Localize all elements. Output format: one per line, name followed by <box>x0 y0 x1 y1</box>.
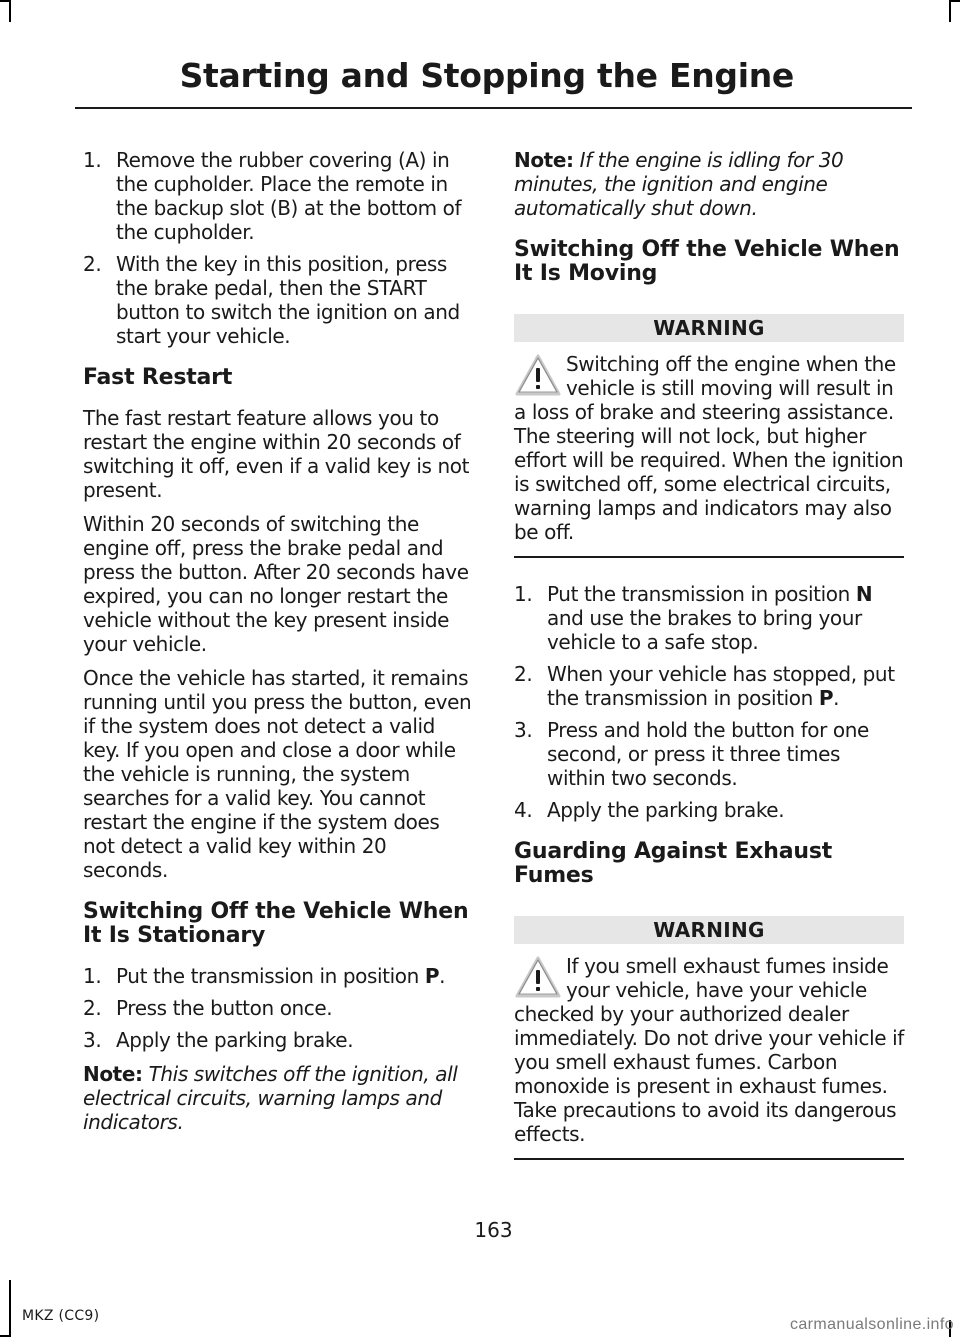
paragraph: The fast restart feature allows you to restart the engine within 20 seconds of switching it off, even if a valid key is not present. <box>83 406 470 502</box>
left-column <box>83 148 473 1144</box>
list-item: 4. Apply the parking brake. <box>514 798 785 822</box>
watermark: carmanualsonline.info <box>789 1316 954 1333</box>
crop-mark <box>0 0 9 2</box>
page-title: Starting and Stopping the Engine <box>179 56 794 95</box>
list-item: 1. Put the transmission in position N and use the brakes to bring your vehicle to a safe stop. <box>514 582 873 654</box>
crop-mark <box>9 1280 11 1337</box>
warning-body: Switching off the engine when the vehicle is still moving will result in a loss of brake and steering assistance. The steering will not lock, but higher effort will be required. When the ignition is switched off, some electrical circuits, warning lamps and indicators may also be off. <box>514 352 904 544</box>
section-heading-stationary: Switching Off the Vehicle When It Is Stationary <box>83 899 469 948</box>
note: Note: If the engine is idling for 30 minutes, the ignition and engine automatically shut down. <box>514 148 844 220</box>
list-item: 2. Press the button once. <box>83 996 333 1020</box>
stationary-steps-list <box>83 964 473 1052</box>
warning-triangle-icon <box>514 352 562 398</box>
section-heading-moving: Switching Off the Vehicle When It Is Moving <box>514 237 900 286</box>
warning-rule <box>514 1158 904 1160</box>
warning-triangle-icon <box>514 954 562 1000</box>
warning-label: WARNING <box>514 314 904 342</box>
list-item: 1. Remove the rubber covering (A) in the cupholder. Place the remote in the backup slot (B) at the bottom of the cupholder. <box>83 148 462 244</box>
list-item: 3. Press and hold the button for one second, or press it three times within two seconds. <box>514 718 869 790</box>
warning-box <box>514 314 904 558</box>
warning-box <box>514 916 904 1160</box>
paragraph: Once the vehicle has started, it remains running until you press the button, even if the system does not detect a valid key. If you open and close a door while the vehicle is running, the system searches for a valid key. You cannot restart the engine if the system does not detect a valid key within 20 seconds. <box>83 666 472 882</box>
right-column <box>514 148 904 1178</box>
list-item: 2. When your vehicle has stopped, put the transmission in position P. <box>514 662 895 710</box>
paragraph: Within 20 seconds of switching the engine off, press the brake pedal and press the button. After 20 seconds have expired, you can no longer restart the vehicle without the key present inside your vehicle. <box>83 512 469 656</box>
list-item: 1. Put the transmission in position P. <box>83 964 446 988</box>
warning-label: WARNING <box>514 916 904 944</box>
page-number: 163 <box>474 1218 513 1242</box>
moving-steps-list <box>514 582 904 822</box>
warning-body: If you smell exhaust fumes inside your vehicle, have your vehicle checked by your authorized dealer immediately. Do not drive your vehicle if you smell exhaust fumes. Carbon monoxide is present in exhaust fumes. Take precautions to avoid its dangerous effects. <box>514 954 904 1146</box>
warning-rule <box>514 556 904 558</box>
crop-mark <box>951 0 960 2</box>
header-rule <box>75 107 912 109</box>
note: Note: This switches off the ignition, all electrical circuits, warning lamps and indicators. <box>83 1062 458 1134</box>
section-heading-fast-restart: Fast Restart <box>83 365 233 390</box>
crop-mark <box>949 0 951 22</box>
start-steps-list <box>83 148 473 348</box>
list-item: 3. Apply the parking brake. <box>83 1028 354 1052</box>
crop-mark <box>9 0 11 22</box>
list-item: 2. With the key in this position, press the brake pedal, then the START button to switch the ignition on and start your vehicle. <box>83 252 460 348</box>
footer-model: MKZ (CC9) <box>22 1308 100 1324</box>
section-heading-exhaust: Guarding Against Exhaust Fumes <box>514 839 833 888</box>
